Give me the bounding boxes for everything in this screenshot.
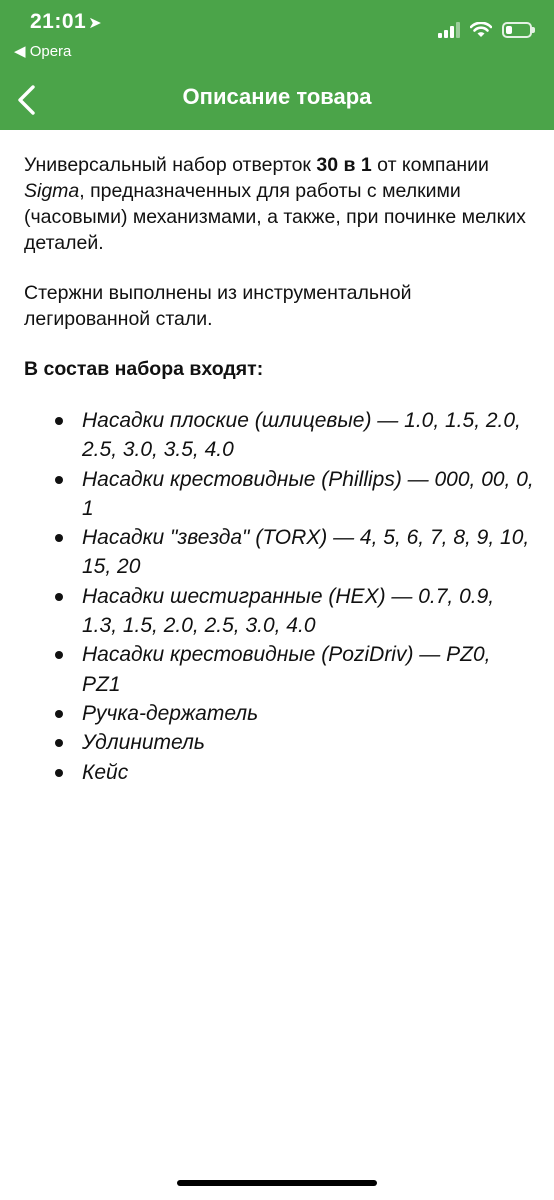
app-header: [0, 0, 554, 130]
list-item: Насадки крестовидные (PoziDriv) — PZ0, PZ1: [82, 640, 534, 699]
list-item: Насадки крестовидные (Phillips) — 000, 00, 0, 1: [82, 465, 534, 524]
back-to-app-link[interactable]: ◀ Opera: [14, 43, 72, 60]
status-icons: [438, 22, 532, 38]
list-item: Насадки шестигранные (HEX) — 0.7, 0.9, 1.3, 1.5, 2.0, 2.5, 3.0, 4.0: [82, 582, 534, 641]
list-item: Насадки плоские (шлицевые) — 1.0, 1.5, 2.0, 2.5, 3.0, 3.5, 4.0: [82, 406, 534, 465]
wifi-icon: [470, 22, 492, 38]
list-item: Насадки "звезда" (TORX) — 4, 5, 6, 7, 8, 9, 10, 15, 20: [82, 523, 534, 582]
list-item: Ручка-держатель: [82, 699, 534, 728]
home-indicator[interactable]: [177, 1180, 377, 1186]
contents-heading: В состав набора входят:: [24, 358, 264, 380]
material-paragraph: Стержни выполнены из инструментальной легированной стали.: [24, 282, 412, 330]
list-item: Удлинитель: [82, 728, 534, 757]
contents-list: [24, 406, 534, 787]
description-paragraph: Универсальный набор отверток 30 в 1 от компании Sigma, предназначенных для работы с мелкими (часовыми) механизмами, а также, при починке мелких деталей.: [24, 154, 526, 254]
set-size: 30 в 1: [316, 154, 372, 176]
status-time: [30, 10, 102, 34]
location-arrow-icon: ➤: [88, 15, 103, 32]
signal-icon: [438, 22, 460, 38]
product-description: [24, 152, 534, 787]
brand-name: Sigma: [24, 180, 80, 202]
time-label: 21:01: [30, 10, 87, 33]
battery-icon: [502, 22, 532, 38]
page-title: Описание товара: [182, 84, 372, 109]
list-item: Кейс: [82, 758, 534, 787]
